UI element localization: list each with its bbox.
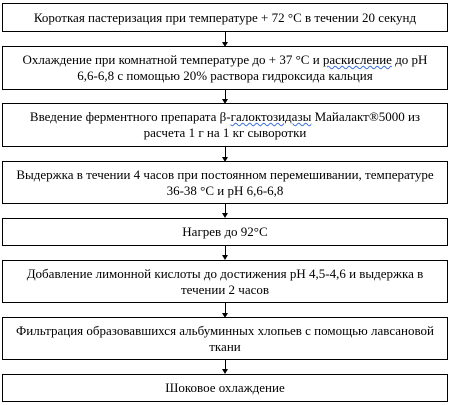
step-1-pasteurization [2, 3, 448, 32]
step-3-text-before: Введение ферментного препарата β- [29, 109, 231, 124]
step-2-text-underlined: раскисление [322, 52, 392, 67]
step-2-text-before: Охлаждение при комнатной температуре до + 37 °С и [22, 52, 323, 67]
step-2-text [11, 52, 439, 84]
step-3-text [11, 109, 439, 141]
step-8-text: Шоковое охлаждение [165, 380, 285, 395]
step-2-text-after: до рН 6,6-6,8 с помощью 20% раствора гидроксида кальция [77, 52, 428, 83]
step-5-heating [2, 218, 448, 246]
step-8-shock-cooling [2, 374, 448, 402]
step-3-enzyme [2, 103, 448, 147]
step-3-text-underlined: галоктозидазы [230, 109, 312, 124]
step-6-text: Добавление лимонной кислоты до достижения рН 4,5-4,6 и выдержка в течении 2 часов [26, 265, 424, 297]
step-3-text-after: Майалакт®5000 из расчета 1 г на 1 кг сыворотки [143, 109, 421, 140]
step-6-citric-acid [2, 260, 448, 303]
step-4-text: Выдержка в течении 4 часов при постоянном перемешивании, температуре 36-38 °С и рН 6,6-6,8 [16, 166, 434, 198]
step-2-cooling [2, 46, 448, 90]
step-1-text: Короткая пастеризация при температуре + 72 °С в течении 20 секунд [33, 9, 417, 25]
step-7-text: Фильтрация образовавшихся альбуминных хлопьев с помощью лавсановой ткани [15, 322, 434, 354]
step-7-filtration [2, 317, 448, 360]
step-5-text: Нагрев до 92°С [182, 224, 268, 239]
step-4-holding [2, 161, 448, 204]
